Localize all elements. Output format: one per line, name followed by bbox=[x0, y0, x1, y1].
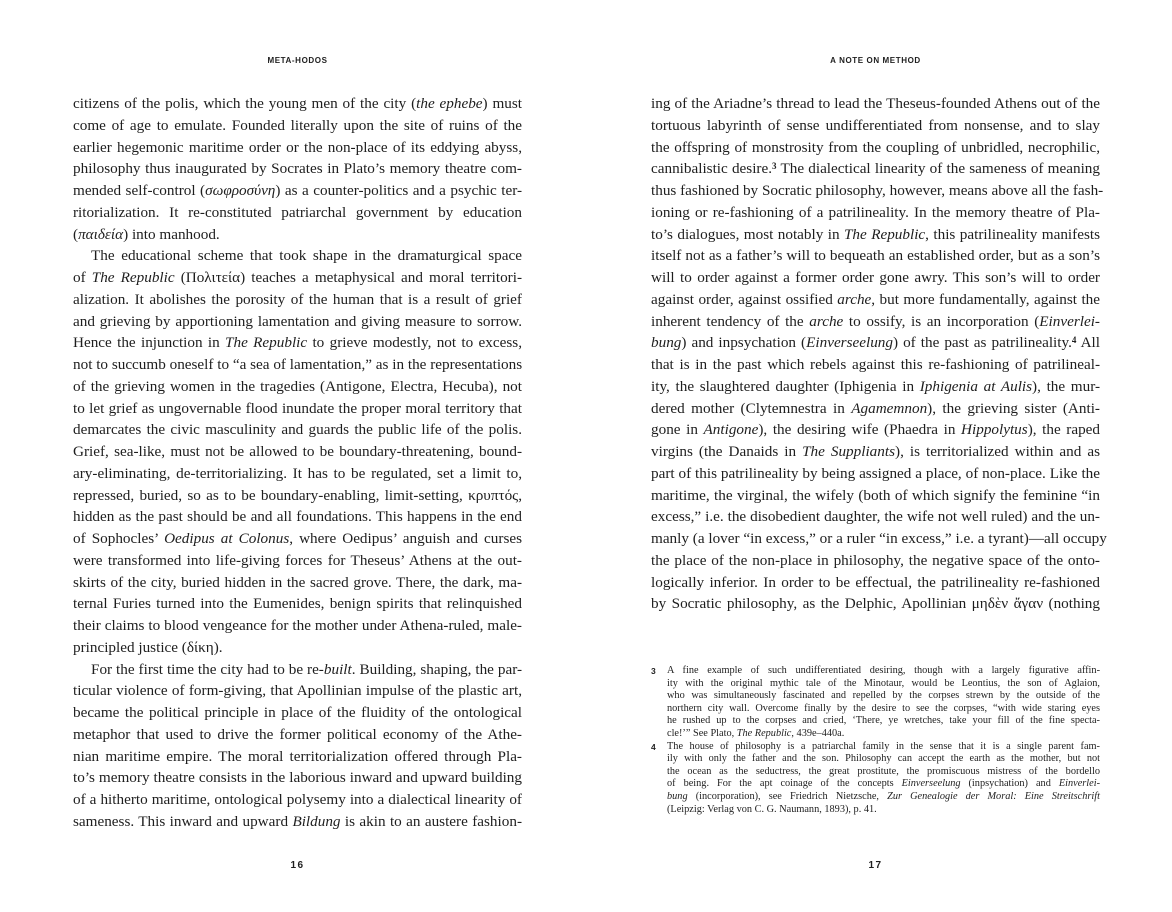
text-line bbox=[73, 441, 522, 463]
text-run: tortuous labyrinth of sense undifferentiated from nonsense, and to slay bbox=[651, 116, 1100, 134]
text-line bbox=[73, 158, 522, 180]
text-run: skirts of the city, buried hidden in the sacred grove. There, the dark, ma- bbox=[73, 573, 522, 591]
text-run: ) of the past as patrilineality. bbox=[893, 334, 1072, 352]
text-run: is akin to an austere fashion- bbox=[340, 812, 522, 830]
text-line bbox=[667, 804, 1100, 817]
text-line bbox=[73, 463, 522, 485]
text-run: demarcates the civic masculinity and guards the public life of the polis. bbox=[73, 421, 522, 439]
italic-text: Hippolytus bbox=[961, 421, 1028, 439]
italic-text: Agamemnon bbox=[851, 399, 928, 417]
paragraph bbox=[73, 659, 522, 833]
text-run: ), the raped bbox=[1027, 421, 1101, 439]
italic-text: Einverseelung bbox=[901, 778, 961, 790]
italic-text: Einverlei- bbox=[1058, 778, 1101, 790]
italic-text: The Republic bbox=[225, 334, 308, 352]
text-line bbox=[667, 715, 1100, 728]
text-run: Hence the injunction in bbox=[73, 334, 226, 352]
page-number: 16 bbox=[290, 860, 305, 871]
text-line bbox=[651, 506, 1100, 528]
text-run: itself not as a father’s will to bequeath an established order, but as a son’s bbox=[651, 247, 1100, 265]
text-run: sameness. This inward and upward bbox=[73, 812, 293, 830]
page-number: 17 bbox=[868, 860, 883, 871]
text-run: were transformed into life-giving forces for Theseus’ Athens at the out- bbox=[73, 551, 522, 569]
text-run: to grieve modestly, not to excess, bbox=[307, 334, 522, 352]
text-run: , but more fundamentally, against the bbox=[871, 290, 1100, 308]
text-run: ) must bbox=[482, 95, 522, 112]
text-run: part of this patrilineality by being assigned a place, of non-place. Like the bbox=[651, 464, 1100, 482]
italic-text: arche bbox=[809, 312, 844, 330]
text-line bbox=[73, 637, 522, 659]
text-run: the offspring of monstrosity from the coupling of unbridled, necrophilic, bbox=[651, 138, 1100, 156]
text-line bbox=[73, 789, 522, 811]
text-run: metaphor that used to drive the former political economy of the Athe- bbox=[73, 725, 522, 743]
text-run: became the political principle in place of the fluidity of the ontological bbox=[73, 704, 522, 721]
text-line bbox=[73, 659, 522, 681]
text-line bbox=[667, 665, 1100, 678]
text-run: to’s memory theatre consists in the laborious inward and upward building bbox=[73, 769, 522, 787]
text-line bbox=[73, 180, 522, 202]
text-line bbox=[651, 115, 1100, 137]
text-run: ( bbox=[73, 225, 79, 243]
right-page bbox=[586, 0, 1172, 912]
text-run: against order, against ossified bbox=[651, 290, 838, 308]
text-run: . Building, shaping, the par- bbox=[351, 660, 523, 678]
italic-text: The Republic bbox=[736, 727, 792, 739]
text-line bbox=[73, 245, 522, 267]
italic-text: σωφροσύνη bbox=[205, 182, 276, 199]
text-line bbox=[73, 202, 522, 224]
text-run: A fine example of such undifferentiated desiring, though with a largely figurative affin- bbox=[667, 665, 1100, 676]
text-line bbox=[651, 202, 1100, 224]
text-run: The dialectical linearity of the sameness of meaning bbox=[776, 160, 1100, 178]
text-line bbox=[73, 332, 522, 354]
footnote bbox=[651, 665, 1100, 741]
text-line bbox=[667, 778, 1100, 791]
text-run: ), the desiring wife (Phaedra in bbox=[758, 421, 962, 439]
text-line bbox=[651, 485, 1100, 507]
text-run: dered mother (Clytemnestra in bbox=[651, 399, 852, 417]
footnote-reference: 4 bbox=[1071, 335, 1077, 346]
text-line bbox=[73, 485, 522, 507]
text-run: ily with only the father and the son. Philosophy can accept the earth as the mother, but not bbox=[667, 753, 1100, 765]
text-run: logically inferior. In order to be effectual, the patrilineality re-fashioned bbox=[651, 573, 1100, 591]
body-text bbox=[651, 93, 1107, 615]
paragraph bbox=[73, 93, 522, 245]
text-run: principled justice (δίκη). bbox=[73, 638, 223, 656]
text-run: maritime, the virginal, the wifely (both of which signify the feminine “in bbox=[651, 486, 1100, 504]
text-run: virgins (the Danaids in bbox=[651, 443, 803, 460]
text-run: ) as a counter-politics and a psychic ter- bbox=[275, 182, 523, 199]
italic-text: The Republic bbox=[843, 225, 926, 243]
running-head: META-HODOS bbox=[267, 56, 328, 65]
text-line bbox=[651, 550, 1100, 572]
paragraph bbox=[651, 93, 1107, 615]
text-line bbox=[73, 593, 522, 615]
text-run: not to succumb oneself to “a sea of lamentation,” as in the representations bbox=[73, 356, 523, 373]
text-run: gone in bbox=[651, 421, 704, 439]
text-line bbox=[651, 376, 1100, 398]
text-run: the place of the non-place in philosophy, the negative space of the onto- bbox=[651, 551, 1100, 569]
text-run: of the grieving women in the tragedies (Antigone, Electra, Hecuba), not bbox=[73, 377, 522, 395]
text-line bbox=[73, 615, 522, 637]
text-line bbox=[73, 680, 522, 702]
italic-text: Zur Genealogie der Moral: Eine Streitschrift bbox=[887, 790, 1100, 802]
italic-text: bung bbox=[667, 790, 688, 802]
text-line bbox=[667, 728, 1100, 741]
text-line bbox=[651, 93, 1100, 115]
text-line bbox=[651, 332, 1100, 354]
paragraph bbox=[73, 245, 522, 658]
text-run: , where Oedipus’ anguish and curses bbox=[289, 530, 523, 547]
text-run: ) into manhood. bbox=[123, 225, 220, 243]
text-run: philosophy thus inaugurated by Socrates in Plato’s memory theatre com- bbox=[73, 160, 522, 178]
text-run: who was simultaneously fascinated and repelled by the corpses strewn by the outside of the bbox=[667, 690, 1100, 702]
footnote-number: 4 bbox=[651, 741, 656, 752]
text-line bbox=[73, 767, 522, 789]
text-run: northern city wall. Overcome finally by the desire to see the corpses, “with wide staring eyes bbox=[667, 702, 1100, 714]
text-run: the ocean as the seductress, the great prostitute, the promiscuous mistress of the bordello bbox=[667, 765, 1100, 777]
text-run: alization. It abolishes the porosity of the human that is a result of grief bbox=[73, 290, 522, 308]
text-run: to let grief as ungovernable flood inundate the proper moral territory that bbox=[73, 399, 522, 417]
text-run: ) and inpsychation ( bbox=[681, 334, 807, 352]
text-run: ticular violence of form-giving, that Apollinian impulse of the plastic art, bbox=[73, 682, 522, 700]
italic-text: The Suppliants bbox=[802, 443, 896, 460]
text-line bbox=[651, 419, 1100, 441]
text-run: that is in the past which rebels against this re-fashioning of patrilineal- bbox=[651, 356, 1100, 373]
text-line bbox=[73, 137, 522, 159]
text-line bbox=[73, 311, 522, 333]
italic-text: bung bbox=[651, 334, 682, 352]
text-line bbox=[651, 593, 1100, 615]
text-run: ), is territorialized within and as bbox=[895, 443, 1101, 460]
text-run: cle!’” See Plato, bbox=[667, 727, 737, 739]
text-line bbox=[667, 766, 1100, 779]
text-run: citizens of the polis, which the young men of the city ( bbox=[73, 95, 417, 112]
text-line bbox=[667, 741, 1100, 754]
italic-text: Einverseelung bbox=[806, 334, 893, 352]
text-run: of bbox=[73, 269, 92, 286]
text-line bbox=[73, 528, 522, 550]
text-line bbox=[73, 224, 522, 246]
text-run: ing of the Ariadne’s thread to lead the Theseus-founded Athens out of the bbox=[651, 95, 1100, 112]
running-head: A NOTE ON METHOD bbox=[830, 56, 921, 65]
text-run: repressed, buried, so as to be boundary-enabling, limit-setting, κρυπτός, bbox=[73, 486, 522, 504]
italic-text: Antigone bbox=[703, 421, 759, 439]
text-line bbox=[667, 703, 1100, 716]
text-run: inherent tendency of the bbox=[651, 312, 810, 330]
text-run: cannibalistic desire. bbox=[651, 160, 773, 178]
text-line bbox=[667, 678, 1100, 691]
text-run: ary-eliminating, de-territorializing. It has to be regulated, set a limit to, bbox=[73, 464, 522, 482]
footnote bbox=[651, 741, 1100, 817]
text-run: to ossify, is an incorporation ( bbox=[843, 312, 1040, 330]
text-line bbox=[651, 463, 1100, 485]
text-line bbox=[73, 550, 522, 572]
text-line bbox=[73, 572, 522, 594]
text-run: (incorporation), see Friedrich Nietzsche, bbox=[687, 790, 888, 802]
text-line bbox=[651, 572, 1100, 594]
text-run: Grief, sea-like, must not be allowed to be boundary-threatening, bound- bbox=[73, 443, 522, 460]
text-line bbox=[667, 753, 1100, 766]
text-line bbox=[651, 245, 1100, 267]
text-run: of Sophocles’ bbox=[73, 530, 165, 547]
text-line bbox=[651, 441, 1100, 463]
text-run: manly (a lover “in excess,” or a ruler “in excess,” i.e. a tyrant)—all occupy bbox=[651, 530, 1107, 547]
text-line bbox=[651, 398, 1100, 420]
text-run: thus fashioned by Socratic philosophy, however, means above all the fash- bbox=[651, 182, 1104, 199]
text-line bbox=[73, 398, 522, 420]
italic-text: the ephebe bbox=[416, 95, 483, 112]
text-line bbox=[73, 354, 522, 376]
text-line bbox=[651, 267, 1100, 289]
text-line bbox=[651, 311, 1100, 333]
text-line bbox=[651, 224, 1100, 246]
text-run: ternal Furies turned into the Eumenides, benign spirits that relinquished bbox=[73, 595, 522, 613]
text-line bbox=[73, 267, 522, 289]
text-line bbox=[651, 528, 1107, 550]
text-run: by Socratic philosophy, as the Delphic, Apollinian μηδὲν ἄγαν (nothing bbox=[651, 595, 1100, 613]
text-run: , 439e–440a. bbox=[791, 727, 845, 739]
footnotes bbox=[651, 665, 1100, 816]
italic-text: The Republic bbox=[91, 269, 175, 286]
text-run: he rushed up to the corpses and cried, ‘There, ye wretches, take your fill of the fine specta- bbox=[667, 715, 1100, 727]
text-run: of being. For the apt coinage of the concepts bbox=[667, 778, 902, 790]
text-line bbox=[73, 93, 522, 115]
italic-text: built bbox=[323, 660, 352, 678]
text-line bbox=[651, 354, 1100, 376]
text-run: For the first time the city had to be re- bbox=[91, 660, 324, 678]
text-run: ity, the slaughtered daughter (Iphigenia in bbox=[651, 377, 920, 395]
text-line bbox=[73, 376, 522, 398]
text-run: The educational scheme that took shape in the dramaturgical space bbox=[91, 247, 522, 265]
text-run: nian maritime empire. The moral territorialization offered through Pla- bbox=[73, 747, 522, 765]
italic-text: Iphigenia at Aulis bbox=[919, 377, 1033, 395]
text-run: mended self-control ( bbox=[73, 182, 206, 199]
text-run: and grieving by apportioning lamentation and giving measure to sorrow. bbox=[73, 312, 522, 330]
text-line bbox=[73, 811, 522, 833]
text-line bbox=[651, 158, 1100, 180]
text-run: (Leipzig: Verlag von C. G. Naumann, 1893), p. 41. bbox=[667, 803, 877, 815]
text-run: come of age to emulate. Founded literally upon the site of ruins of the bbox=[73, 116, 522, 134]
text-line bbox=[73, 506, 522, 528]
text-run: to’s dialogues, most notably in bbox=[651, 225, 844, 243]
text-line bbox=[73, 746, 522, 768]
body-text bbox=[73, 93, 522, 833]
text-run: ), the mur- bbox=[1032, 377, 1100, 395]
text-run: earlier hegemonic maritime order or the non-place of its eddying abyss, bbox=[73, 138, 522, 156]
text-run: (Πολιτεία) teaches a metaphysical and moral territori- bbox=[174, 269, 523, 286]
text-run: ), the grieving sister (Anti- bbox=[927, 399, 1100, 417]
text-run: ioning or re-fashioning of a patrilineality. In the memory theatre of Pla- bbox=[651, 203, 1100, 221]
italic-text: Oedipus at Colonus bbox=[164, 530, 290, 547]
text-line bbox=[73, 289, 522, 311]
text-run: ritorialization. It re-constituted patriarchal government by education bbox=[73, 203, 522, 221]
italic-text: Bildung bbox=[292, 812, 341, 830]
text-run: All bbox=[1076, 334, 1100, 352]
footnote-number: 3 bbox=[651, 666, 656, 676]
text-run: ity with the original mythic tale of the Minotaur, would be Leontius, the son of Aglaion, bbox=[667, 677, 1100, 689]
text-run: will to order against a former order gone awry. This son’s will to order bbox=[651, 269, 1100, 286]
text-run: , this patrilineality manifests bbox=[925, 225, 1100, 243]
text-run: excess,” i.e. the disobedient daughter, the wife not well ruled) and the un- bbox=[651, 508, 1100, 526]
text-line bbox=[667, 690, 1100, 703]
text-line bbox=[651, 137, 1100, 159]
text-run: hidden as the past should be and all foundations. This happens in the end bbox=[73, 508, 522, 526]
text-line bbox=[73, 702, 522, 724]
text-line bbox=[73, 419, 522, 441]
text-run: their claims to blood vengeance for the mother under Athena-ruled, male- bbox=[73, 617, 522, 634]
text-line bbox=[73, 724, 522, 746]
text-line bbox=[651, 180, 1104, 202]
text-run: of a hitherto maritime, ontological polysemy into a dialectical linearity of bbox=[73, 791, 522, 808]
italic-text: παιδεία bbox=[78, 225, 124, 243]
italic-text: arche bbox=[837, 290, 872, 308]
text-run: The house of philosophy is a patriarchal family in the sense that it is a single parent fam- bbox=[667, 740, 1100, 752]
footnote-reference: 3 bbox=[772, 161, 777, 172]
italic-text: Einverlei- bbox=[1039, 312, 1100, 330]
text-line bbox=[73, 115, 522, 137]
text-run: (inpsychation) and bbox=[960, 778, 1059, 790]
text-line bbox=[667, 791, 1100, 804]
text-line bbox=[651, 289, 1100, 311]
